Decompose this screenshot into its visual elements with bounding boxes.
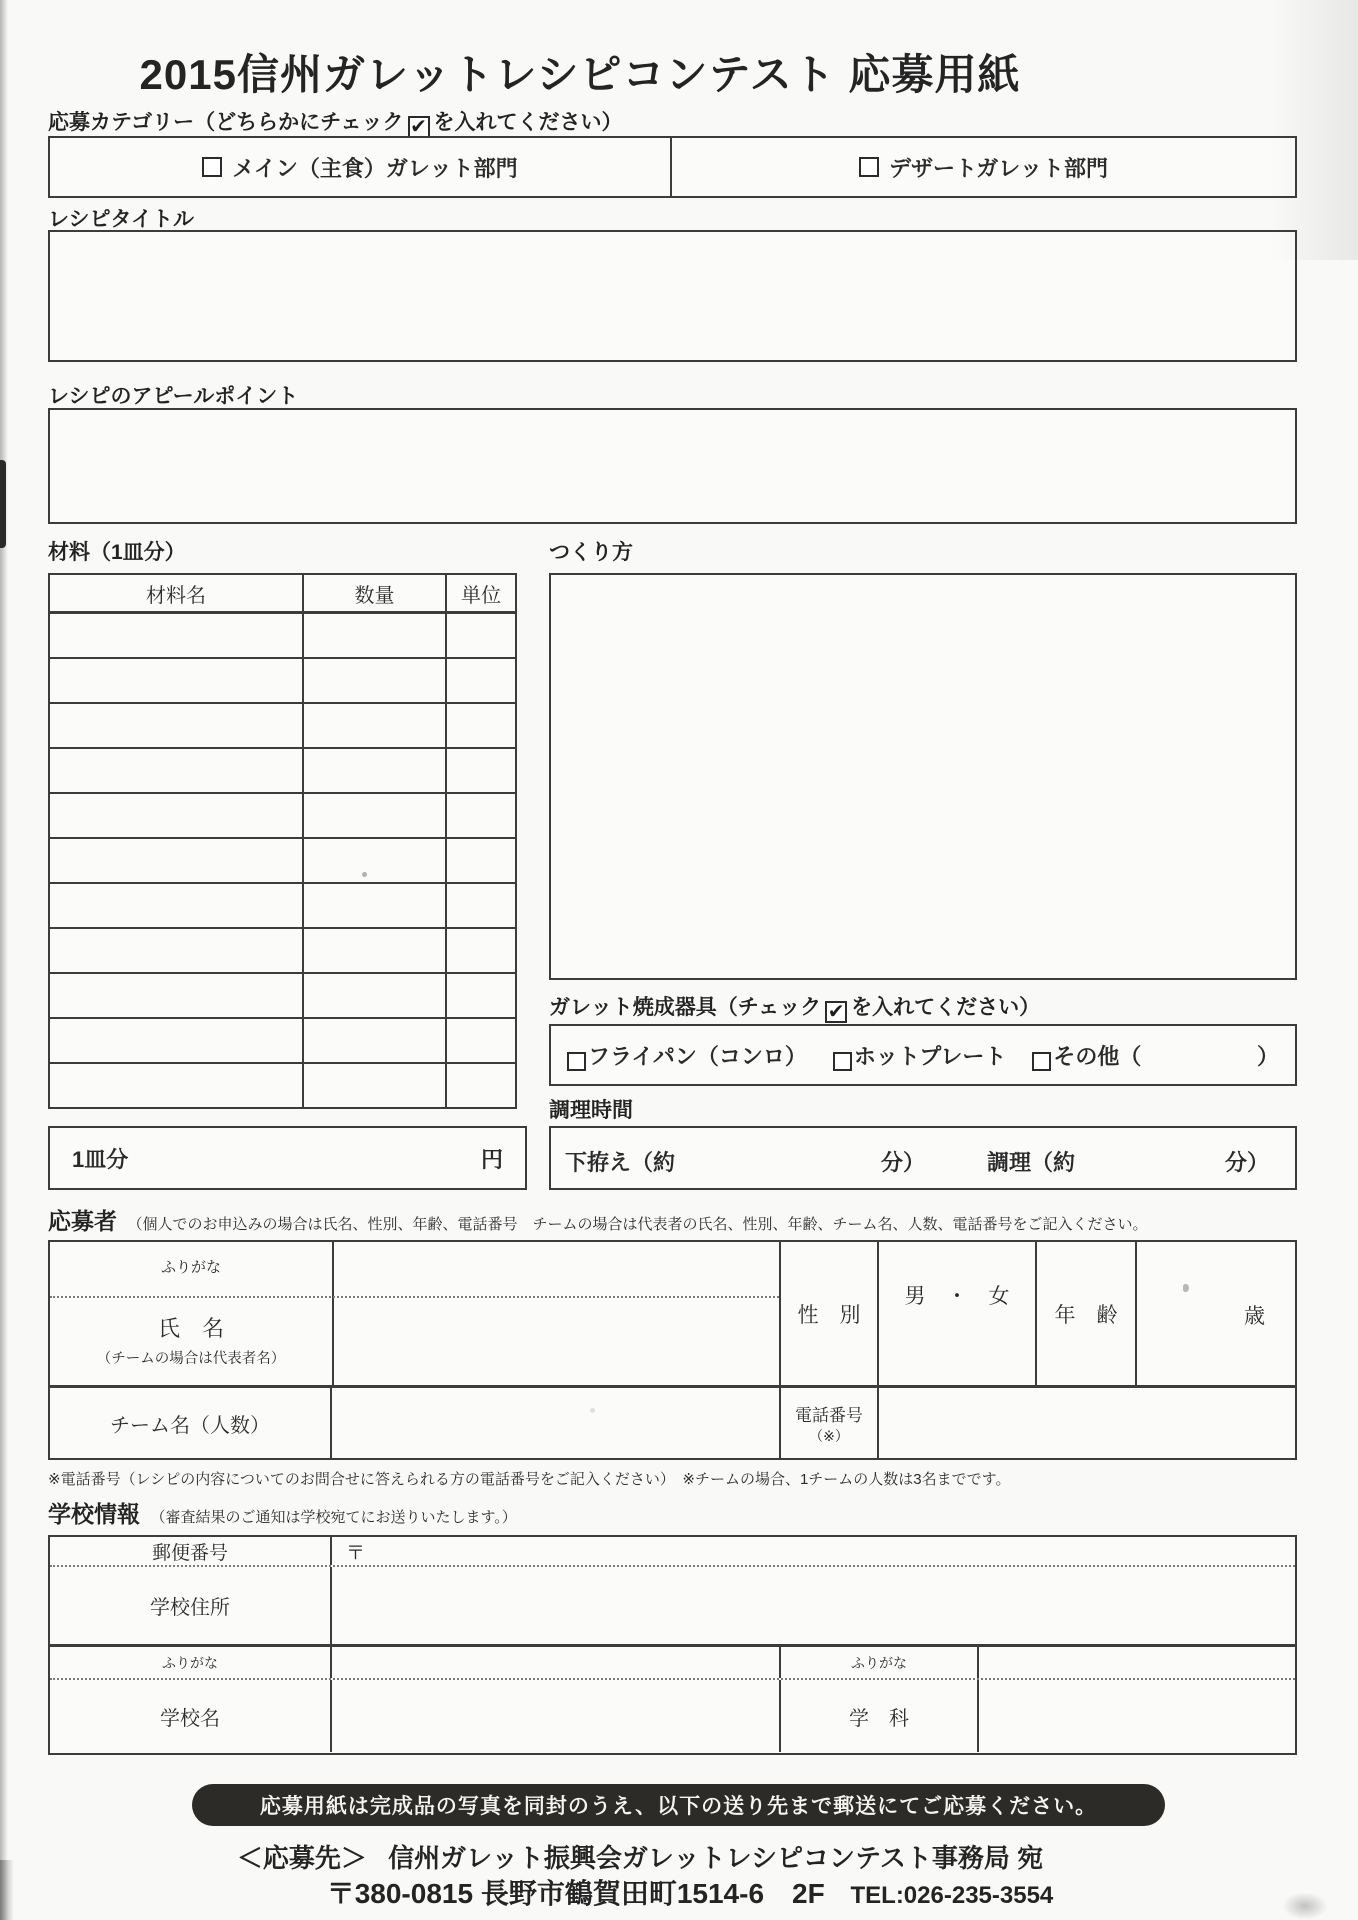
instructions-input[interactable]: [549, 573, 1297, 980]
ingredient-name-cell[interactable]: [49, 613, 303, 659]
ingredient-unit-header: 単位: [446, 574, 516, 613]
ingredient-qty-header: 数量: [303, 574, 446, 613]
instructions-label: つくり方: [549, 541, 633, 564]
cooking-time-label: 調理時間: [549, 1099, 633, 1122]
page-title: 2015信州ガレットレシピコンテスト 応募用紙: [139, 51, 1021, 98]
gender-label-cell: 性 別: [781, 1242, 879, 1385]
main-category-checkbox[interactable]: [202, 157, 222, 177]
school-furigana-label: ふりがな: [50, 1647, 332, 1678]
ingredient-row: [49, 748, 516, 793]
ingredient-unit-cell[interactable]: [446, 703, 516, 748]
ingredient-unit-cell[interactable]: [446, 613, 516, 659]
ingredient-unit-cell[interactable]: [446, 1018, 516, 1063]
ingredient-name-cell[interactable]: [49, 748, 303, 793]
ingredient-qty-cell[interactable]: [303, 1063, 446, 1108]
ingredient-name-cell[interactable]: [49, 658, 303, 703]
school-address-label-cell: 学校住所: [50, 1567, 332, 1644]
ingredient-name-header: 材料名: [49, 574, 303, 613]
school-name-furigana-input[interactable]: [332, 1647, 781, 1678]
hotplate-checkbox[interactable]: [833, 1052, 852, 1071]
dessert-category-checkbox[interactable]: [859, 157, 879, 177]
equipment-box: [549, 1024, 1297, 1086]
equipment-option-hotplate[interactable]: ホットプレート: [833, 1040, 1006, 1071]
ingredient-row: [49, 658, 516, 703]
ingredient-name-cell[interactable]: [49, 1063, 303, 1108]
ingredient-row: [49, 1018, 516, 1063]
cook-time-suffix: 分）: [1224, 1150, 1269, 1175]
check-sample-icon: ✔: [825, 1001, 847, 1023]
recipient-prefix: ＜応募先＞: [236, 1843, 367, 1873]
mailing-address: 〒380-0815 長野市鶴賀田町1514-6 2F: [326, 1878, 825, 1909]
school-address-row: [50, 1567, 1295, 1647]
applicant-note: （個人でのお申込みの場合は氏名、性別、年齢、電話番号 チームの場合は代表者の氏名、性別、年齢、チーム名、人数、電話番号をご記入ください。: [127, 1216, 1148, 1233]
ingredients-header-row: [49, 574, 516, 613]
appeal-input[interactable]: [48, 408, 1297, 524]
ingredient-unit-cell[interactable]: [446, 748, 516, 793]
postal-mark: 〒: [346, 1542, 366, 1564]
phone-label: 電話番号: [795, 1406, 863, 1425]
furigana-divider: [50, 1296, 779, 1298]
appeal-label: レシピのアピールポイント: [48, 385, 299, 408]
school-address-input-cell[interactable]: [332, 1567, 1295, 1644]
team-label-cell: チーム名（人数）: [50, 1388, 332, 1459]
name-label-block: [50, 1312, 332, 1368]
ingredient-unit-cell[interactable]: [446, 928, 516, 973]
category-table: [48, 136, 1297, 198]
dept-furigana-input[interactable]: [979, 1647, 1295, 1678]
category-option-dessert[interactable]: [672, 138, 1295, 196]
name-sub-label: （チームの場合は代表者名）: [96, 1351, 286, 1367]
school-name-input-cell[interactable]: [332, 1680, 781, 1752]
category-option-main[interactable]: [50, 138, 672, 196]
name-block[interactable]: [50, 1242, 781, 1385]
ingredient-row: [49, 613, 516, 659]
school-name-row: [50, 1680, 1295, 1752]
recipe-title-input[interactable]: [48, 230, 1297, 362]
ingredient-row: [49, 928, 516, 973]
phone-sub-label: （※）: [809, 1428, 849, 1444]
ingredient-unit-cell[interactable]: [446, 838, 516, 883]
cost-label: 1皿分: [72, 1146, 129, 1172]
ingredient-name-cell[interactable]: [49, 703, 303, 748]
age-input-cell[interactable]: [1137, 1242, 1295, 1385]
ingredient-unit-cell[interactable]: [446, 793, 516, 838]
team-input-cell[interactable]: [332, 1388, 781, 1459]
ingredient-qty-cell[interactable]: [303, 703, 446, 748]
ingredient-name-cell[interactable]: [49, 838, 303, 883]
postal-row: [50, 1537, 1295, 1567]
school-heading: 学校情報 （審査結果のご通知は学校宛てにお送りいたします。）: [48, 1501, 517, 1527]
ingredient-qty-cell[interactable]: [303, 973, 446, 1018]
equipment-option-other[interactable]: その他（: [1032, 1040, 1141, 1071]
school-note: （審査結果のご通知は学校宛てにお送りいたします。）: [150, 1509, 517, 1526]
ingredient-qty-cell[interactable]: [303, 928, 446, 973]
ingredients-label: 材料（1皿分）: [48, 541, 186, 564]
applicant-team-row: [50, 1388, 1295, 1459]
ingredient-row: [49, 703, 516, 748]
recipient-line: [0, 1838, 1280, 1875]
recipe-title-label: レシピタイトル: [48, 208, 195, 231]
dept-furigana-label: ふりがな: [781, 1647, 979, 1678]
equipment-option-frypan[interactable]: フライパン（コンロ）: [567, 1040, 807, 1071]
ingredient-name-cell[interactable]: [49, 883, 303, 928]
ingredient-row: [49, 838, 516, 883]
frypan-checkbox[interactable]: [567, 1052, 586, 1071]
ingredient-qty-cell[interactable]: [303, 613, 446, 659]
school-furigana-row: [50, 1647, 1295, 1680]
applicant-table: [48, 1240, 1297, 1460]
check-sample-icon: ✔: [408, 116, 430, 138]
postal-label-cell: 郵便番号: [50, 1537, 332, 1565]
ingredients-table: [48, 573, 517, 1109]
postal-input-cell[interactable]: [332, 1537, 1295, 1565]
cost-box[interactable]: [48, 1126, 527, 1190]
dessert-category-label: デザートガレット部門: [888, 155, 1109, 181]
phone-input-cell[interactable]: [879, 1388, 1295, 1459]
name-label: 氏 名: [157, 1316, 224, 1341]
main-category-label: メイン（主食）ガレット部門: [232, 155, 518, 181]
school-table: [48, 1535, 1297, 1755]
ingredient-name-cell[interactable]: [49, 973, 303, 1018]
cost-unit: 円: [480, 1146, 503, 1172]
ingredient-qty-cell[interactable]: [303, 838, 446, 883]
furigana-label: ふりがな: [160, 1259, 221, 1276]
dept-label-cell: 学 科: [781, 1680, 979, 1752]
other-close-paren: ）: [1256, 1044, 1279, 1069]
age-unit-label: 歳: [1244, 1305, 1265, 1328]
scan-artifact: [1268, 0, 1358, 260]
recipient-name: 信州ガレット振興会ガレットレシピコンテスト事務局 宛: [388, 1843, 1044, 1873]
gender-options-cell[interactable]: 男 ・ 女: [879, 1242, 1037, 1385]
ingredient-unit-cell[interactable]: [446, 883, 516, 928]
ingredient-qty-cell[interactable]: [303, 748, 446, 793]
prep-time-suffix: 分）: [881, 1150, 926, 1175]
other-checkbox[interactable]: [1032, 1052, 1051, 1071]
scan-artifact: [0, 460, 6, 548]
ingredient-name-cell[interactable]: [49, 928, 303, 973]
ingredient-name-cell[interactable]: [49, 793, 303, 838]
ingredient-name-cell[interactable]: [49, 1018, 303, 1063]
equipment-section-label: ガレット焼成器具（チェック ✔ を入れてください）: [549, 996, 1041, 1023]
ingredient-row: [49, 1063, 516, 1108]
ingredient-qty-cell[interactable]: [303, 793, 446, 838]
divider: [332, 1242, 334, 1385]
mailing-banner: 応募用紙は完成品の写真を同封のうえ、以下の送り先まで郵送にてご応募ください。: [192, 1784, 1165, 1826]
phone-number: TEL:026-235-3554: [850, 1882, 1054, 1909]
category-section-label: 応募カテゴリー（どちらかにチェック ✔ を入れてください）: [48, 111, 623, 138]
ingredient-unit-cell[interactable]: [446, 658, 516, 703]
ingredient-unit-cell[interactable]: [446, 973, 516, 1018]
ingredient-qty-cell[interactable]: [303, 1018, 446, 1063]
prep-time-label: 下拵え（約: [565, 1150, 676, 1175]
ingredient-row: [49, 973, 516, 1018]
ingredient-qty-cell[interactable]: [303, 883, 446, 928]
age-label-cell: 年 齢: [1037, 1242, 1137, 1385]
applicant-heading: 応募者 （個人でのお申込みの場合は氏名、性別、年齢、電話番号 チームの場合は代表者の氏名、性別、年齢、チーム名、人数、電話番号をご記入ください。: [48, 1208, 1148, 1234]
scan-edge-shadow: [0, 0, 8, 1920]
applicant-name-row: [50, 1242, 1295, 1388]
cook-time-label: 調理（約: [987, 1150, 1076, 1175]
ingredient-row: [49, 883, 516, 928]
cooking-time-box[interactable]: [549, 1126, 1297, 1190]
ingredient-row: [49, 793, 516, 838]
ingredient-qty-cell[interactable]: [303, 658, 446, 703]
school-name-label-cell: 学校名: [50, 1680, 332, 1752]
ingredient-unit-cell[interactable]: [446, 1063, 516, 1108]
address-line: [0, 1872, 1358, 1912]
phone-label-cell: [781, 1388, 879, 1459]
applicant-footnote: ※電話番号（レシピの内容についてのお問合せに答えられる方の電話番号をご記入ください） ※チームの場合、1チームの人数は3名までです。: [48, 1471, 1011, 1488]
dept-input-cell[interactable]: [979, 1680, 1295, 1752]
